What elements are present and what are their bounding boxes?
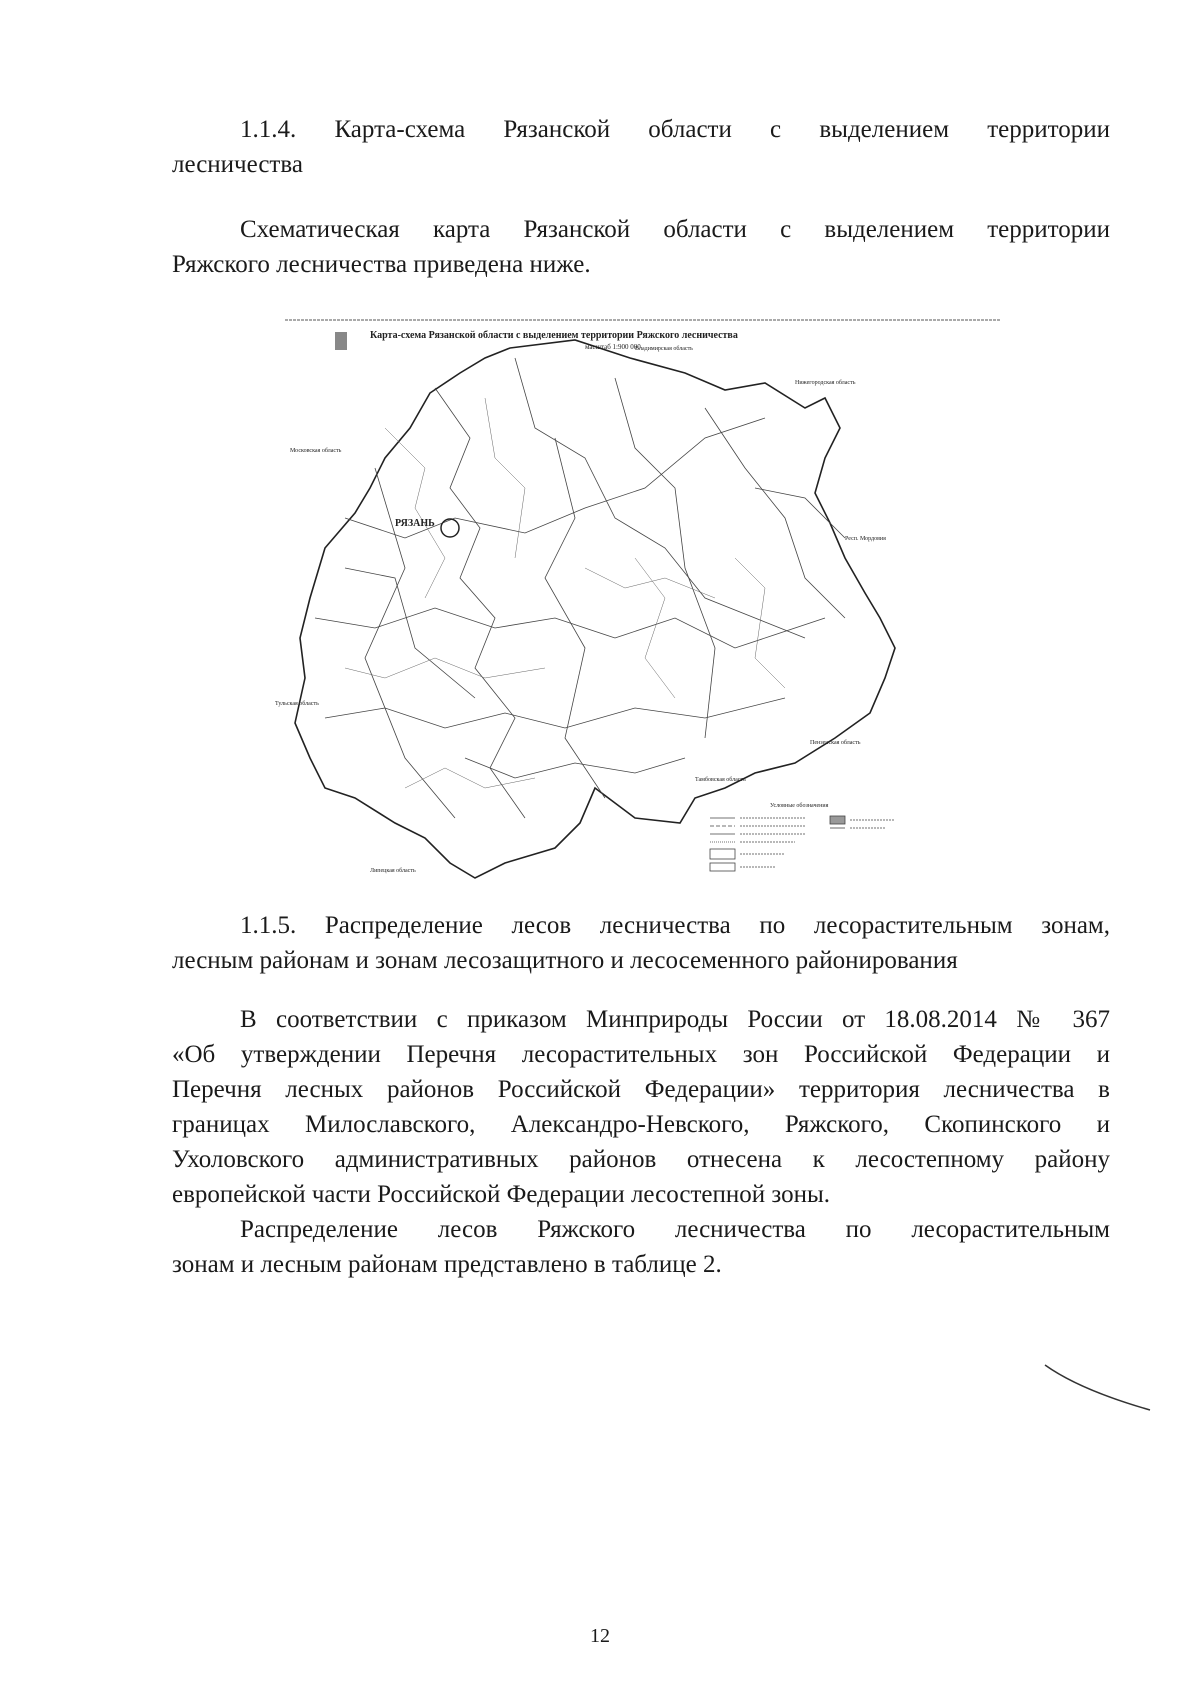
- paragraph-line: границах Милославского, Александро-Невского, Ряжского, Скопинского и: [172, 1111, 1110, 1138]
- label-penza: Пензенская область: [810, 740, 861, 746]
- district-boundaries: [315, 358, 845, 818]
- map-scale: масштаб 1:900 000: [585, 343, 641, 351]
- section-1-1-5-heading: [172, 908, 1110, 978]
- page-number: 12: [590, 1625, 610, 1647]
- paragraph-line: Перечня лесных районов Российской Федерации» территория лесничества в: [172, 1076, 1110, 1103]
- paragraph-line: Ухоловского административных районов отнесена к лесостепному району: [172, 1146, 1110, 1173]
- text-line: Ряжского лесничества приведена ниже.: [172, 251, 591, 278]
- section-1-1-4-text: [172, 212, 1110, 282]
- label-lipetsk: Липецкая область: [370, 868, 416, 874]
- section-1-1-5-paragraph: [172, 1002, 1110, 1212]
- label-nizhny: Нижегородская область: [795, 380, 856, 386]
- paragraph-line: «Об утверждении Перечня лесорастительных зон Российской Федерации и: [172, 1041, 1110, 1068]
- section-1-1-5-paragraph-2: [172, 1212, 1110, 1282]
- paragraph-line: зонам и лесным районам представлено в таблице 2.: [172, 1251, 722, 1278]
- text-line: Схематическая карта Рязанской области с выделением территории: [240, 216, 1110, 243]
- ryazan-region-map: [275, 318, 1001, 964]
- ryazan-city-label: РЯЗАНЬ: [395, 518, 435, 529]
- heading-line: 1.1.4. Карта-схема Рязанской области с выделением территории: [240, 116, 1110, 143]
- section-1-1-4-heading: [172, 112, 1110, 182]
- label-tambov: Тамбовская область: [695, 777, 746, 783]
- ryazan-city-marker: [441, 519, 459, 537]
- label-vladimir: Владимирская область: [635, 346, 693, 352]
- label-mordovia: Респ. Мордовия: [845, 536, 886, 542]
- map-logo-icon: [335, 332, 347, 350]
- pen-stroke-mark: [1040, 1360, 1160, 1420]
- label-moscow: Московская область: [290, 448, 342, 454]
- region-outline: [295, 340, 895, 878]
- minor-roads: [345, 398, 785, 788]
- heading-line: лесничества: [172, 151, 303, 178]
- map-title: Карта-схема Рязанской области с выделением территории Ряжского лесничества: [370, 330, 738, 341]
- paragraph-line: европейской части Российской Федерации лесостепной зоны.: [172, 1181, 831, 1208]
- paragraph-line: Распределение лесов Ряжского лесничества по лесорастительным: [240, 1216, 1110, 1243]
- label-tula: Тульская область: [275, 701, 319, 707]
- legend-title: Условные обозначения: [770, 803, 829, 809]
- heading-line: 1.1.5. Распределение лесов лесничества по лесорастительным зонам,: [240, 912, 1110, 939]
- paragraph-line: В соответствии с приказом Минприроды России от 18.08.2014 № 367: [240, 1006, 1110, 1033]
- map-legend: [710, 802, 895, 871]
- heading-line: лесным районам и зонам лесозащитного и лесосеменного районирования: [172, 947, 958, 974]
